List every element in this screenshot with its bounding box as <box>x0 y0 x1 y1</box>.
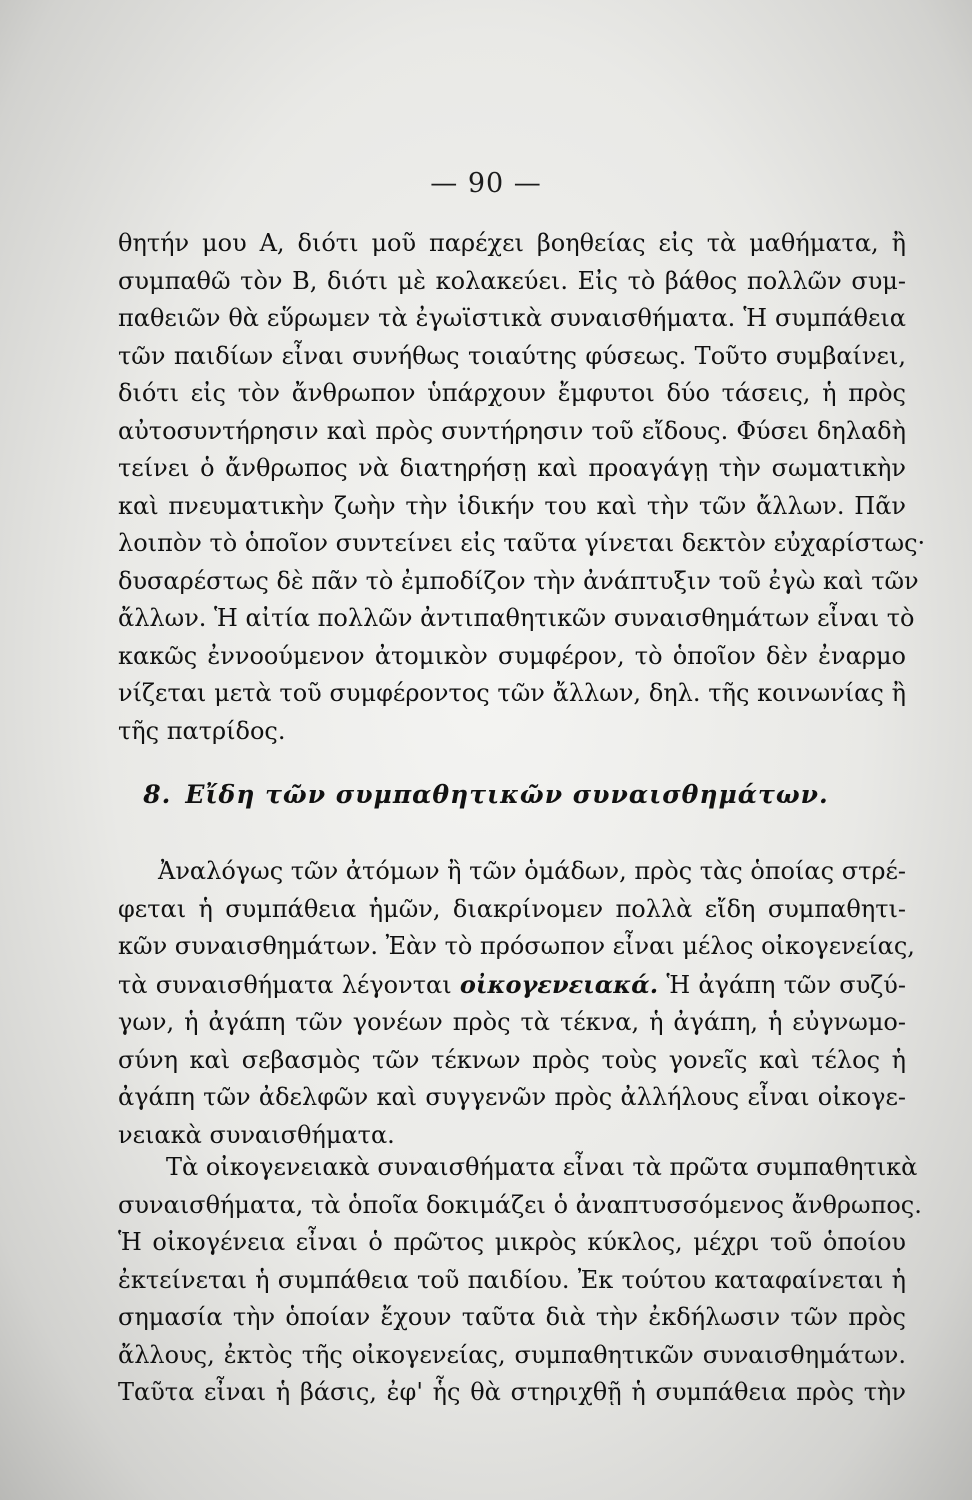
text-line: τείνει ὁ ἄνθρωπος νὰ διατηρήσῃ καὶ προαγάγῃ τὴν σωματικὴν <box>118 454 906 482</box>
section-number: 8. <box>143 780 172 809</box>
text-line: ἄλλων. Ἡ αἰτία πολλῶν ἀντιπαθητικῶν συναισθημάτων εἶναι τὸ <box>118 604 915 632</box>
text-line: τῶν παιδίων εἶναι συνήθως τοιαύτης φύσεως. Τοῦτο συμβαίνει, <box>118 341 906 370</box>
section-title: Εἴδη τῶν συμπαθητικῶν συναισθημάτων. <box>185 780 829 809</box>
text-line: ἀγάπη τῶν ἀδελφῶν καὶ συγγενῶν πρὸς ἀλλήλους εἶναι οἰκογε- <box>118 1083 906 1111</box>
paragraph-2 <box>118 853 915 1154</box>
page-number: — 90 — <box>430 168 542 199</box>
text-line: συναισθήματα, τὰ ὁποῖα δοκιμάζει ὁ ἀναπτυσσόμενος ἄνθρωπος. <box>118 1190 922 1219</box>
text-line: ἐκτείνεται ἡ συμπάθεια τοῦ παιδίου. Ἐκ τούτου καταφαίνεται ἡ <box>118 1265 906 1294</box>
text-segment: Ἡ ἀγάπη τῶν συζύ- <box>658 970 906 999</box>
text-line: ἄλλους, ἐκτὸς τῆς οἰκογενείας, συμπαθητικῶν συναισθημάτων. <box>118 1340 906 1369</box>
text-line: Ἡ οἰκογένεια εἶναι ὁ πρῶτος μικρὸς κύκλος, μέχρι τοῦ ὁποίου <box>118 1228 906 1256</box>
text-line: δυσαρέστως δὲ πᾶν τὸ ἐμποδίζον τὴν ἀνάπτυξιν τοῦ ἐγὼ καὶ τῶν <box>118 566 919 595</box>
paragraph-1 <box>118 225 926 750</box>
section-heading <box>0 780 972 809</box>
text-line: Τὰ οἰκογενειακὰ συναισθήματα εἶναι τὰ πρῶτα συμπαθητικὰ <box>166 1153 918 1181</box>
text-line: γων, ἡ ἀγάπη τῶν γονέων πρὸς τὰ τέκνα, ἡ ἀγάπη, ἡ εὐγνωμο- <box>118 1008 906 1036</box>
text-line: Ταῦτα εἶναι ἡ βάσις, ἐφ' ἧς θὰ στηριχθῇ ἡ συμπάθεια πρὸς τὴν <box>118 1378 906 1406</box>
text-line: σύνη καὶ σεβασμὸς τῶν τέκνων πρὸς τοὺς γονεῖς καὶ τέλος ἡ <box>118 1045 906 1074</box>
text-line: φεται ἡ συμπάθεια ἡμῶν, διακρίνομεν πολλὰ εἴδη συμπαθητι- <box>118 894 906 923</box>
text-line: συμπαθῶ τὸν Β, διότι μὲ κολακεύει. Εἰς τὸ βάθος πολλῶν συμ- <box>118 266 906 295</box>
text-line: Ἀναλόγως τῶν ἀτόμων ἢ τῶν ὁμάδων, πρὸς τὰς ὁποίας στρέ- <box>158 857 906 885</box>
text-line: λοιπὸν τὸ ὁποῖον συντείνει εἰς ταῦτα γίνεται δεκτὸν εὐχαρίστως· <box>118 529 926 557</box>
text-line: νίζεται μετὰ τοῦ συμφέροντος τῶν ἄλλων, δηλ. τῆς κοινωνίας ἢ <box>118 679 906 707</box>
text-line: διότι εἰς τὸν ἄνθρωπον ὑπάρχουν ἔμφυτοι δύο τάσεις, ἡ πρὸς <box>118 379 906 407</box>
text-line: νειακὰ συναισθήματα. <box>118 1120 395 1149</box>
paragraph-3 <box>118 1149 922 1412</box>
text-line: κῶν συναισθημάτων. Ἐὰν τὸ πρόσωπον εἶναι μέλος οἰκογενείας, <box>118 932 915 960</box>
text-line: τῆς πατρίδος. <box>118 716 286 745</box>
text-line: καὶ πνευματικὴν ζωὴν τὴν ἰδικήν του καὶ τὴν τῶν ἄλλων. Πᾶν <box>118 491 906 520</box>
text-line: παθειῶν θὰ εὕρωμεν τὰ ἐγωϊστικὰ συναισθήματα. Ἡ συμπάθεια <box>118 304 906 332</box>
text-line <box>118 966 906 1005</box>
text-line: θητήν μου Α, διότι μοῦ παρέχει βοηθείας εἰς τὰ μαθήματα, ἢ <box>118 229 906 257</box>
text-line: σημασία τὴν ὁποίαν ἔχουν ταῦτα διὰ τὴν ἐκδήλωσιν τῶν πρὸς <box>118 1303 906 1331</box>
text-line: κακῶς ἐννοούμενον ἀτομικὸν συμφέρον, τὸ ὁποῖον δὲν ἐναρμο <box>118 641 906 670</box>
text-segment: τὰ συναισθήματα λέγονται <box>118 970 460 999</box>
text-line: αὐτοσυντήρησιν καὶ πρὸς συντήρησιν τοῦ εἴδους. Φύσει δηλαδὴ <box>118 416 906 445</box>
emphasized-term: οἰκογενειακά. <box>459 969 659 999</box>
